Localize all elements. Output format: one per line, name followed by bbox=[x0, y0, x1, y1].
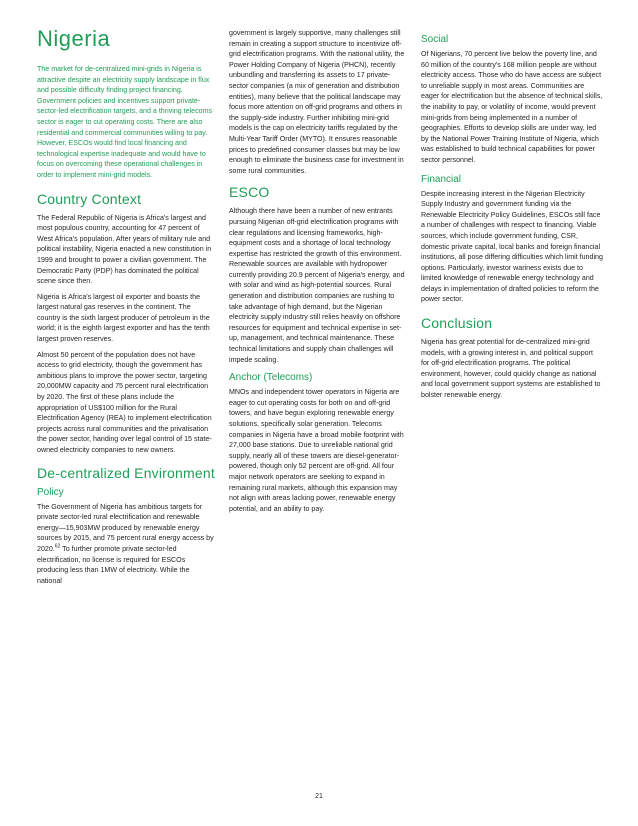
policy-paragraph-continued: government is largely supportive, many challenges still remain in creating a support structure to incentivize off-grid electrification programs. With the national utility, the Power Holding Company of Nigeria (PHCN), recently unbundling and transferring its assets to 17 private-sector companies (a mix of generation and distribution entities), many believe that the political landscape may focus more attention on off-grid programs and others in the supply-side industry. Further inhibiting mini-grid models is the cap on electricity tariffs regulated by the Multi-Year Tariff Order (MYTO). It ensures reasonable prices to predefined consumer classes but may be low enough to eliminate the business case for investment in some rural communities. bbox=[229, 29, 405, 175]
decentralized-environment-heading: De-centralized Environment bbox=[37, 464, 215, 481]
policy-paragraph bbox=[37, 502, 215, 587]
column-middle bbox=[229, 0, 408, 519]
policy-heading: Policy bbox=[37, 486, 64, 498]
esco-paragraph: Although there have been a number of new entrants pursuing Nigerian off-grid electrification programs with clear regulations and licensing frameworks, high-equipment costs and a shortage of local technology expertise has restricted the growth of this environment. Renewable sources are available with hydropower currently providing 20.9 percent of Nigeria's energy, and with solar and wind as high-potential sources. Rural generation and distribution companies are rushing to take advantage of high demand, but the Nigerian electricity supply industry still relies heavily on offshore resources for equipment and technical expertise in set-up, management, and technical maintenance. These technical limitations and supply chain challenges will impede scaling. bbox=[229, 207, 405, 364]
anchor-telecoms-heading: Anchor (Telecoms) bbox=[229, 372, 313, 384]
country-context-paragraph-1: The Federal Republic of Nigeria is Africa's largest and most populous country, accounting for 47 percent of West Africa's population. After years of military rule and political instability, Nigeria enacted a new constitution in 1999 and brought to power a civilian government. The Democratic Party (PDP) has dominated the political scene since then. bbox=[37, 213, 212, 286]
policy-text-part-1: The Government of Nigeria has ambitious targets for private sector-led rural electrification and renewable energy—15,903MW produced by renewable energy sources by 2015, and 75 percent rural energy access by 2020. bbox=[37, 502, 214, 553]
country-context-paragraph-3: Almost 50 percent of the population does not have access to grid electricity, though the government has ambitious plans to improve the power sector, targeting 20,000MW capacity and 75 percent rural electrification by 2020. The first of these plans include the appropriation of US$100 million for the Rural Electrification Agency (REA) to implement electrification projects across rural communities and the privatisation the power sector, handing over legal control of 15 state-owned electricity companies to new owners. bbox=[37, 350, 212, 454]
social-heading: Social bbox=[421, 34, 449, 45]
column-left bbox=[37, 0, 215, 591]
intro-summary: The market for de-centralized mini-grids in Nigeria is attractive despite an electricity supply landscape in flux and possible difficulty finding project financing. Government policies and incentives support private-sector-led electrification targets, and a thriving telecoms sector is eager to cut operating costs. There are also residential and commercial communities willing to pay. However, ESCOs would find local financing and technological expertise inadequate and would have to focus on overcoming these operational challenges in order to implement mini-grid models. bbox=[37, 65, 213, 179]
country-context-paragraph-2: Nigeria is Africa's largest oil exporter and boasts the largest natural gas reserves in the continent. The country is the sixth largest producer of petroleum in the world; it is the eighth largest exporter and has the tenth largest proven reserves. bbox=[37, 292, 210, 344]
esco-heading: ESCO bbox=[229, 184, 270, 201]
page-title: Nigeria bbox=[37, 26, 111, 51]
country-context-heading: Country Context bbox=[37, 190, 142, 207]
anchor-paragraph: MNOs and independent tower operators in Nigeria are eager to cut operating costs for both on and off-grid towers, and have begun exploring renewable energy solutions, specifically solar generation. Telecoms companies in Nigeria have a broad mobile footprint with 27,000 base stations. Due to unreliable national grid supply, nearly all of these towers are diesel-generator-powered, though only 52 percent are off-grid. All four major network operators are seeking to expand in remaining rural markets, although this expansion may not align with areas lacking power, renewable energy potential, and an ability to pay. bbox=[229, 388, 404, 513]
financial-heading: Financial bbox=[421, 173, 462, 185]
column-right bbox=[421, 0, 603, 406]
conclusion-heading: Conclusion bbox=[421, 315, 493, 332]
conclusion-paragraph: Nigeria has great potential for de-centralized mini-grid models, with a growing interest in, and political support for off-grid electrification programs. The political environment, however, could quickly change as national and local government support systems are established to bolster renewable energy. bbox=[421, 338, 601, 400]
page-number: 21 bbox=[315, 793, 323, 800]
financial-paragraph: Despite increasing interest in the Nigerian Electricity Supply Industry and government funding via the Renewable Electricity Policy Guidelines, ESCOs still face a number of challenges with respect to financing. Viable sources, which include government funding, CSR, domestic private capital, local banks and foreign financial institutions, all pose differing difficulties which limit funding options. Particularly, investor wariness exists due to limited knowledge of renewable energy technology and delays in implementation of drafted policies to reform the power sector. bbox=[421, 189, 603, 304]
social-paragraph: Of Nigerians, 70 percent live below the poverty line, and 60 million of the country's 168 million people are without electricity access. Those who do have access are subject to unreliable supply in most areas. Communities are eager for electrification but the absence of technical skills, the inability to pay, or volatility of income, would prevent mini-grids from being implemented in a number of geographies. Efforts to develop skills are under way, led by the National Power Training Institute of Nigeria, which was established to build technical capabilities for power sector personnel. bbox=[421, 50, 603, 164]
policy-text-part-2: To further promote private sector-led electrification, no license is required for ESCOs producing less than 1MW of electricity. While the national bbox=[37, 544, 190, 585]
footnote-ref: 62 bbox=[54, 543, 61, 550]
